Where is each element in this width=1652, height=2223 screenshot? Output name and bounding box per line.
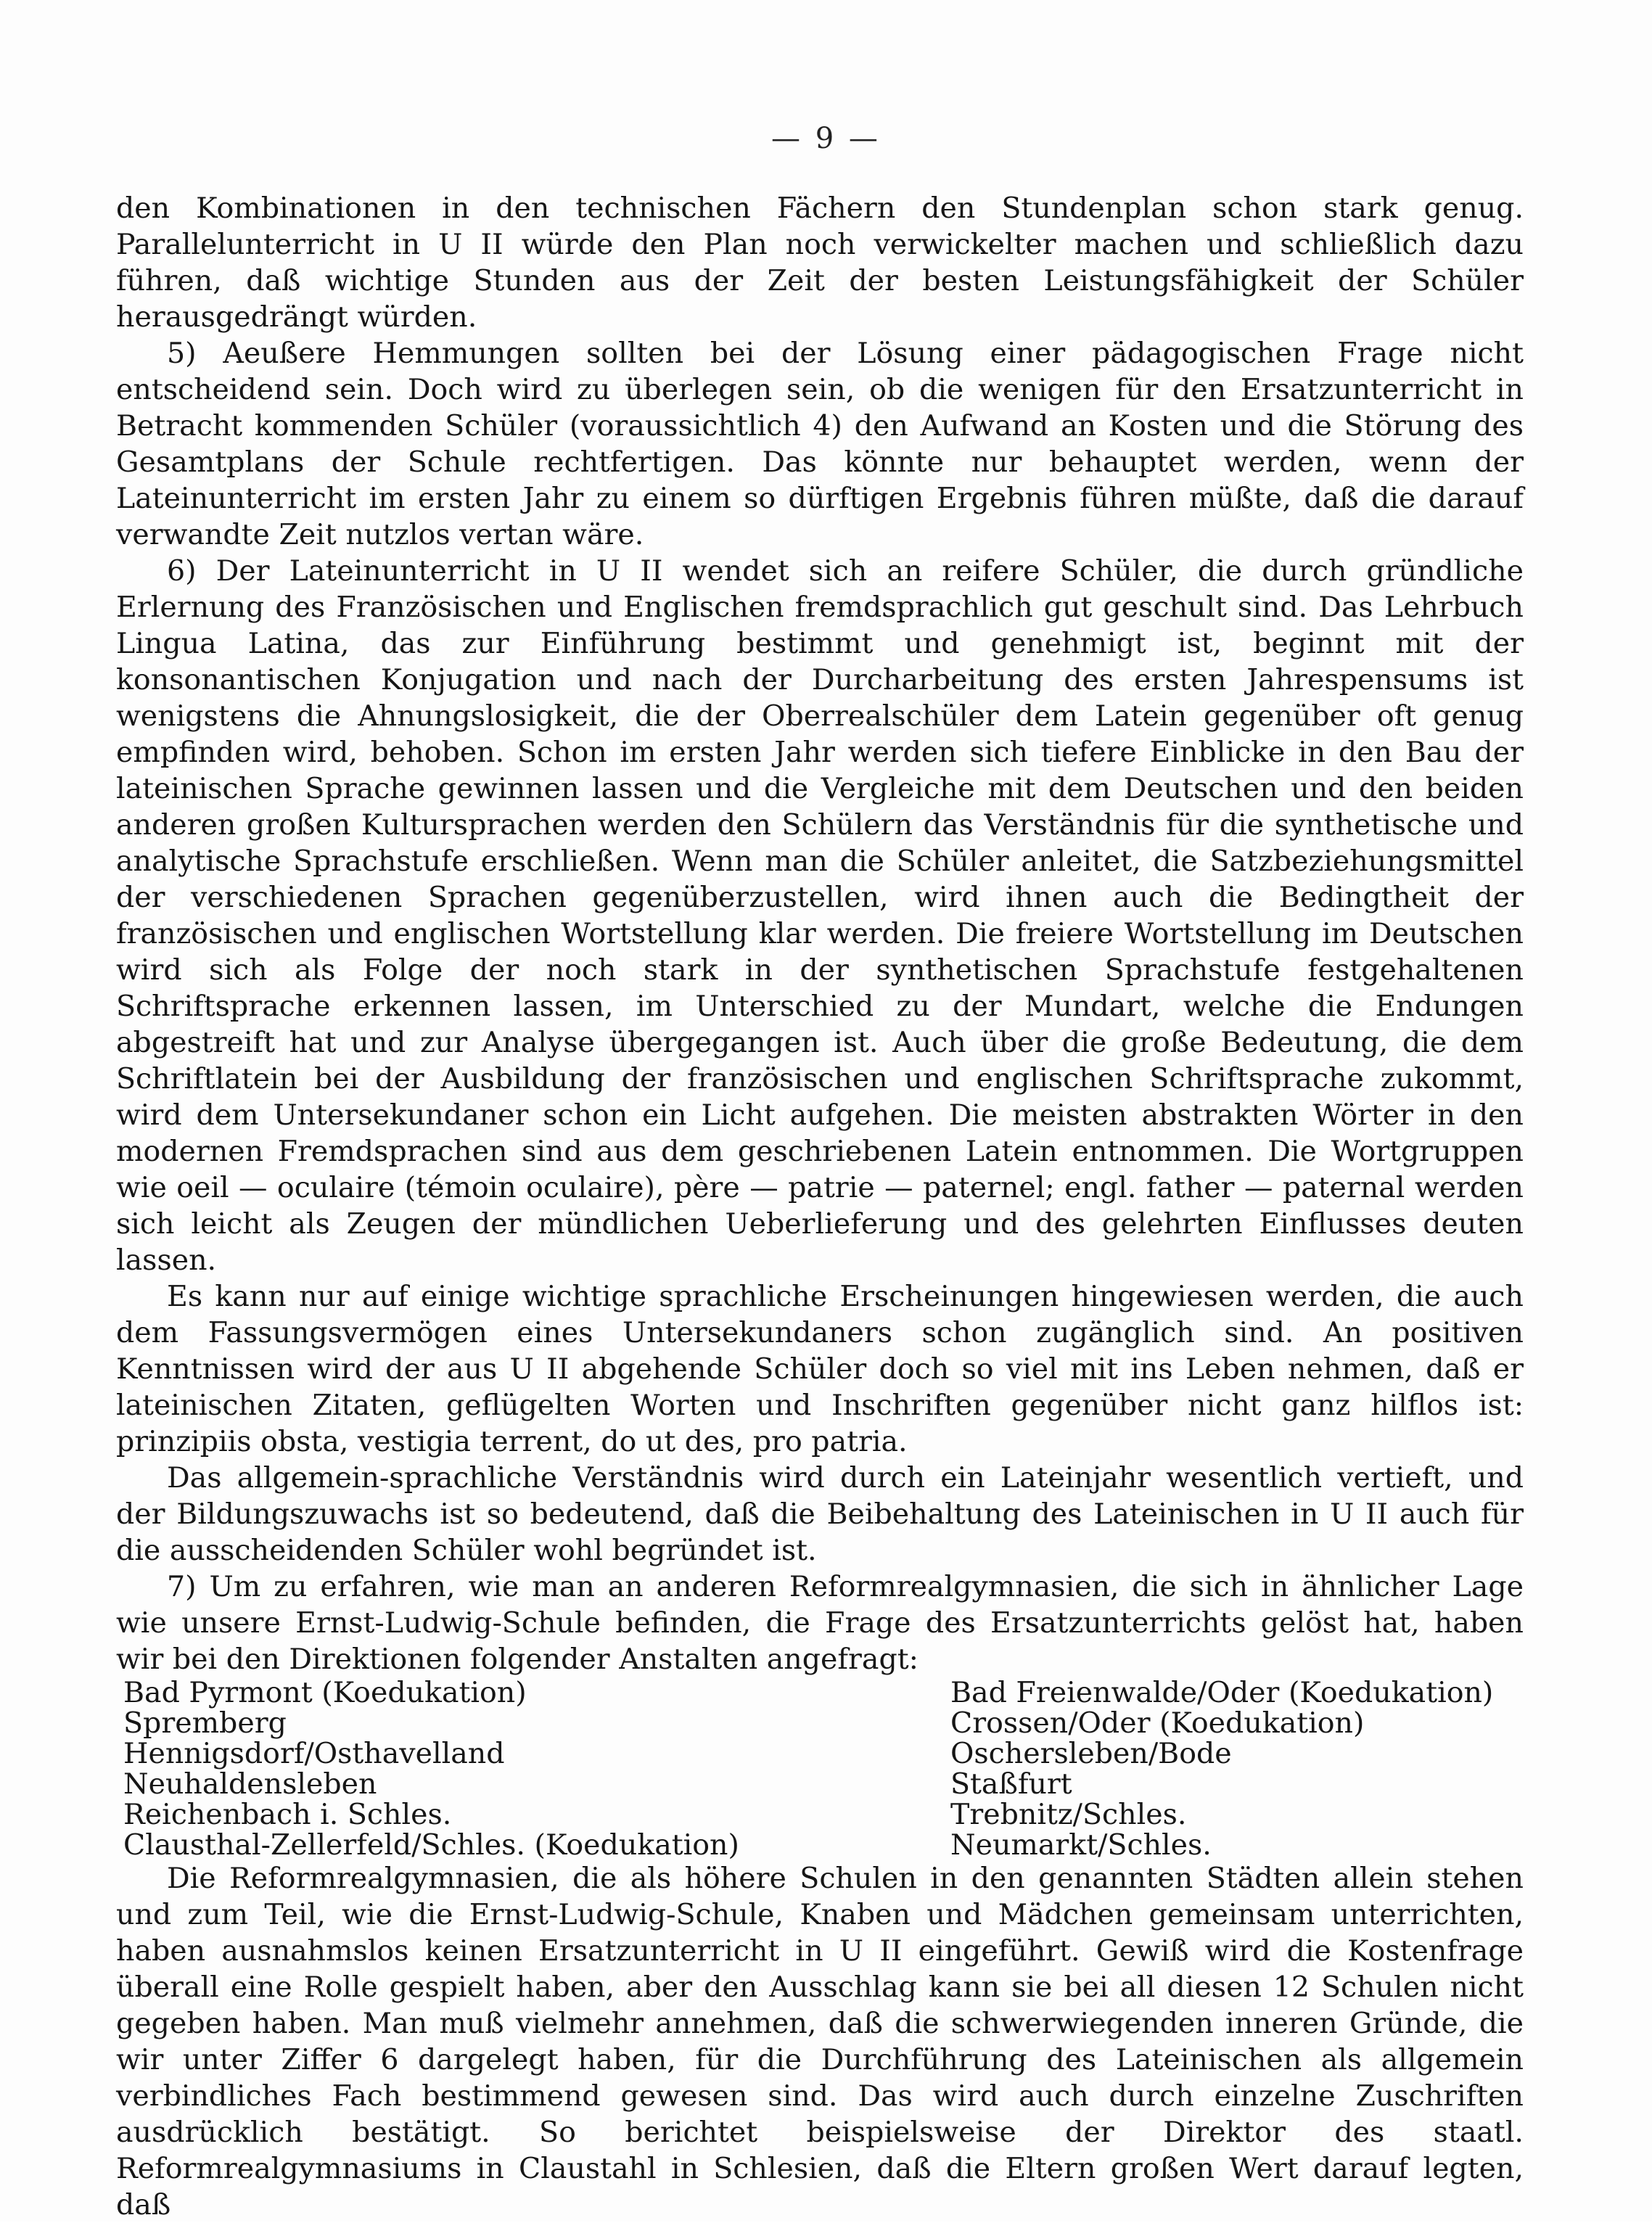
school-list-item: Staßfurt [950, 1767, 1072, 1801]
paragraph-point-6: 6) Der Lateinunterricht in U II wendet sich an reifere Schüler, die durch gründliche Erlernung des Französischen und Englischen fremdsprachlich gut geschult sind. Das Lehrbuch Lingua Latina, das zur Einführung bestimmt und genehmigt ist, beginnt mit der konsonantischen Konjugation und nach der Durcharbeitung des ersten Jahrespensums ist wenigstens die Ahnungslosigkeit, die der Oberrealschüler dem Latein gegenüber oft genug empfinden wird, behoben. Schon im ersten Jahr werden sich tiefere Einblicke in den Bau der lateinischen Sprache gewinnen lassen und die Vergleiche mit dem Deutschen und den beiden anderen großen Kultursprachen werden den Schülern das Verständnis für die synthetische und analytische Sprachstufe erschließen. Wenn man die Schüler anleitet, die Satzbeziehungsmittel der verschiedenen Sprachen gegenüberzustellen, wird ihnen auch die Bedingtheit der französischen und englischen Wortstellung klar werden. Die freiere Wortstellung im Deutschen wird sich als Folge der noch stark in der synthetischen Sprachstufe festgehaltenen Schriftsprache erkennen lassen, im Unterschied zu der Mundart, welche die Endungen abgestreift hat und zur Analyse übergegangen ist. Auch über die große Bedeutung, die dem Schriftlatein bei der Ausbildung der französischen und englischen Schriftsprache zukommt, wird dem Untersekundaner schon ein Licht aufgehen. Die meisten abstrakten Wörter in den modernen Fremdsprachen sind aus dem geschriebenen Latein entnommen. Die Wortgruppen wie oeil — oculaire (témoin oculaire), père — patrie — paternel; engl. father — paternal werden sich leicht als Zeugen der mündlichen Ueberlieferung und des gelehrten Einflusses deuten lassen. [116, 554, 1524, 1277]
school-list [116, 1677, 1524, 1860]
paragraph-continuation: den Kombinationen in den technischen Fächern den Stundenplan schon stark genug. Parallelunterricht in U II würde den Plan noch verwickelter machen und schließlich dazu führen, daß wichtige Stunden aus der Zeit der besten Leistungsfähigkeit der Schüler herausgedrängt würden. [116, 192, 1524, 334]
school-list-item: Neuhaldensleben [123, 1767, 377, 1801]
paragraph-reformrealgymnasien: Die Reformrealgymnasien, die als höhere Schulen in den genannten Städten allein stehen und zum Teil, wie die Ernst-Ludwig-Schule, Knaben und Mädchen gemeinsam unterrichten, haben ausnahmslos keinen Ersatzunterricht in U II eingeführt. Gewiß wird die Kostenfrage überall eine Rolle gespielt haben, aber den Ausschlag kann sie bei all diesen 12 Schulen nicht gegeben haben. Man muß vielmehr annehmen, daß die schwerwiegenden inneren Gründe, die wir unter Ziffer 6 dargelegt haben, für die Durchführung des Lateinischen als allgemein verbindliches Fach bestimmend gewesen sind. Das wird auch durch einzelne Zuschriften ausdrücklich bestätigt. So berichtet beispielsweise der Direktor des staatl. Reformrealgymnasiums in Claustahl in Schlesien, daß die Eltern großen Wert darauf legten, daß [116, 1862, 1524, 2222]
paragraph-point-5: 5) Aeußere Hemmungen sollten bei der Lösung einer pädagogischen Frage nicht entscheidend sein. Doch wird zu überlegen sein, ob die wenigen für den Ersatzunterricht in Betracht kommenden Schüler (voraussichtlich 4) den Aufwand an Kosten und die Störung des Gesamtplans der Schule rechtfertigen. Das könnte nur behauptet werden, wenn der Lateinunterricht im ersten Jahr zu einem so dürftigen Ergebnis führen müßte, daß die darauf verwandte Zeit nutzlos vertan wäre. [116, 337, 1524, 551]
school-list-item: Spremberg [123, 1706, 287, 1740]
school-list-item: Neumarkt/Schles. [950, 1828, 1212, 1862]
paragraph-point-7: 7) Um zu erfahren, wie man an anderen Reformrealgymnasien, die sich in ähnlicher Lage wie unsere Ernst-Ludwig-Schule befinden, die Frage des Ersatzunterrichts gelöst hat, haben wir bei den Direktionen folgender Anstalten angefragt: [116, 1570, 1524, 1676]
body-text [116, 190, 1524, 2223]
school-list-item: Crossen/Oder (Koedukation) [950, 1706, 1365, 1740]
school-list-item: Clausthal-Zellerfeld/Schles. (Koedukation) [123, 1828, 739, 1862]
school-list-item: Hennigsdorf/Osthavelland [123, 1737, 505, 1770]
school-list-item: Bad Freienwalde/Oder (Koedukation) [950, 1676, 1494, 1709]
school-list-item: Oschersleben/Bode [950, 1737, 1232, 1770]
school-list-item: Bad Pyrmont (Koedukation) [123, 1676, 527, 1709]
page-number: — 9 — [771, 122, 881, 155]
school-list-item: Trebnitz/Schles. [950, 1798, 1187, 1831]
paragraph-sprachliches-verstaendnis: Das allgemein-sprachliche Verständnis wird durch ein Lateinjahr wesentlich vertieft, und der Bildungszuwachs ist so bedeutend, daß die Beibehaltung des Lateinischen in U II auch für die ausscheidenden Schüler wohl begründet ist. [116, 1461, 1524, 1567]
school-list-item: Reichenbach i. Schles. [123, 1798, 452, 1831]
paragraph-sprachliche-erscheinungen: Es kann nur auf einige wichtige sprachliche Erscheinungen hingewiesen werden, die auch dem Fassungsvermögen eines Untersekundaners schon zugänglich sind. An positiven Kenntnissen wird der aus U II abgehende Schüler doch so viel mit ins Leben nehmen, daß er lateinischen Zitaten, geflügelten Worten und Inschriften gegenüber nicht ganz hilflos ist: prinzipiis obsta, vestigia terrent, do ut des, pro patria. [116, 1280, 1524, 1458]
